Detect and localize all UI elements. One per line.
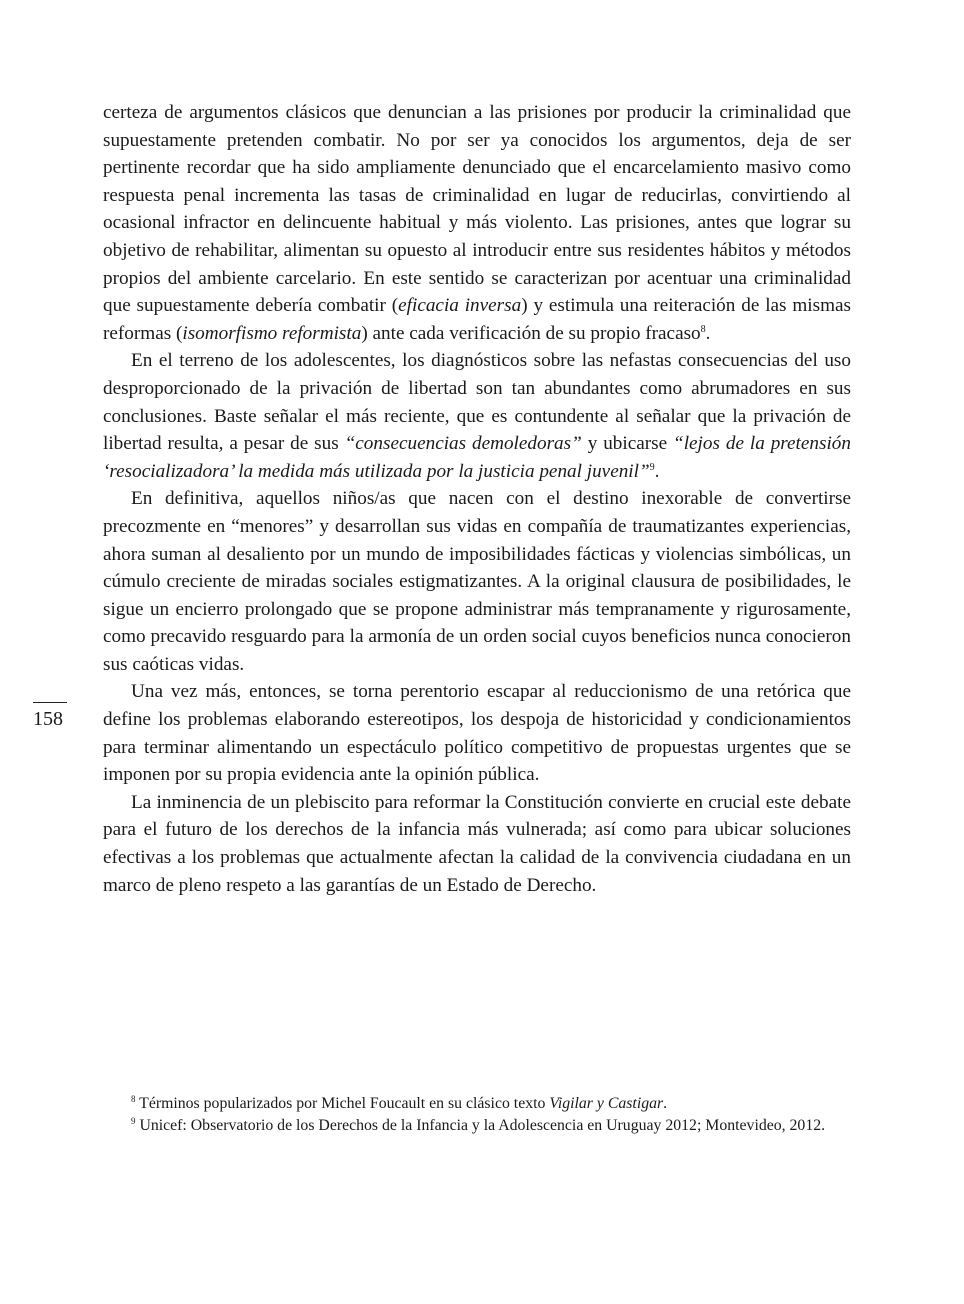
paragraph-2-text-b: y ubicarse [581,433,674,455]
paragraph-2-text-c: . [654,460,660,482]
footnote-ref-8[interactable]: 8 [700,323,706,335]
paragraph-1-text-c: ) ante cada verificación de su propio fracaso [361,322,701,344]
footnote-8-book-title: Vigilar y Castigar [549,1095,664,1112]
quote-lejos-de-la-pretension: “lejos de la pretensión ‘resocializadora’ la medida más utilizada por la justicia penal juvenil” [103,433,851,482]
paragraph-3: En definitiva, aquellos niños/as que nacen con el destino inexorable de convertirse precozmente en “menores” y desarrollan sus vidas en compañía de traumatizantes experiencias, ahora suman al desaliento por un mundo de imposibilidades fácticas y violencias simbólicas, un cúmulo creciente de miradas sociales estigmatizantes. A la original clausura de posibilidades, le sigue un encierro prolongado que se propone administrar más tempranamente y rigurosamente, como precavido resguardo para la armonía de un orden social cuyos beneficios nunca conocieron sus caóticas vidas. [103,488,851,675]
page-number-rule [33,702,67,703]
paragraph-2 [103,347,851,485]
main-text [103,99,851,899]
quote-consecuencias-demoledoras: “consecuencias demoledoras” [344,433,582,455]
paragraph-2-text-a: En el terreno de los adolescentes, los diagnósticos sobre las nefastas consecuencias del uso desproporcionado de la privación de libertad son tan abundantes como abrumadores en sus conclusiones. Baste señalar el más reciente, que es contundente al señalar que la privación de libertad resulta, a pesar de sus [103,350,851,455]
paragraph-5: La inminencia de un plebiscito para reformar la Constitución convierte en crucial este debate para el futuro de los derechos de la infancia más vulnerada; así como para ubicar soluciones efectivas a los problemas que actualmente afectan la calidad de la convivencia ciudadana en un marco de pleno respeto a las garantías de un Estado de Derecho. [103,791,851,896]
footnotes [103,1093,851,1137]
footnote-9-text: Unicef: Observatorio de los Derechos de la Infancia y la Adolescencia en Uruguay 2012; Montevideo, 2012. [135,1117,826,1134]
paragraph-1-text-b: ) y estimula una reiteración de las mismas reformas ( [103,295,851,344]
paragraph-1-text-d: . [705,322,711,344]
footnote-8-end: . [663,1095,668,1112]
term-eficacia-inversa: eficacia inversa [398,295,522,317]
page-number: 158 [33,708,63,730]
footnote-8-marker: 8 [131,1094,136,1104]
footnote-9-marker: 9 [131,1116,136,1126]
paragraph-1-text-a: certeza de argumentos clásicos que denuncian a las prisiones por producir la criminalidad que supuestamente pretenden combatir. No por ser ya conocidos los argumentos, deja de ser pertinente recordar que ha sido ampliamente denunciado que el encarcelamiento masivo como respuesta penal incrementa las tasas de criminalidad en lugar de reducirlas, convirtiendo al ocasional infractor en delincuente habitual y más violento. Las prisiones, antes que lograr su objetivo de rehabilitar, alimentan su opuesto al introducir entre sus residentes hábitos y métodos propios del ambiente carcelario. En este sentido se caracterizan por acentuar una criminalidad que supuestamente debería combatir ( [103,102,851,317]
footnote-8-text: Términos popularizados por Michel Foucault en su clásico texto [135,1095,550,1112]
footnote-8 [103,1093,851,1115]
footnote-9 [103,1115,851,1137]
term-isomorfismo-reformista: isomorfismo reformista [182,322,362,344]
footnote-ref-9[interactable]: 9 [649,461,655,473]
paragraph-1 [103,99,851,347]
paragraph-4: Una vez más, entonces, se torna perentorio escapar al reduccionismo de una retórica que define los problemas elaborando estereotipos, los despoja de historicidad y condicionamientos para terminar alimentando un espectáculo político competitivo de propuestas urgentes que se imponen por su propia evidencia ante la opinión pública. [103,681,851,786]
